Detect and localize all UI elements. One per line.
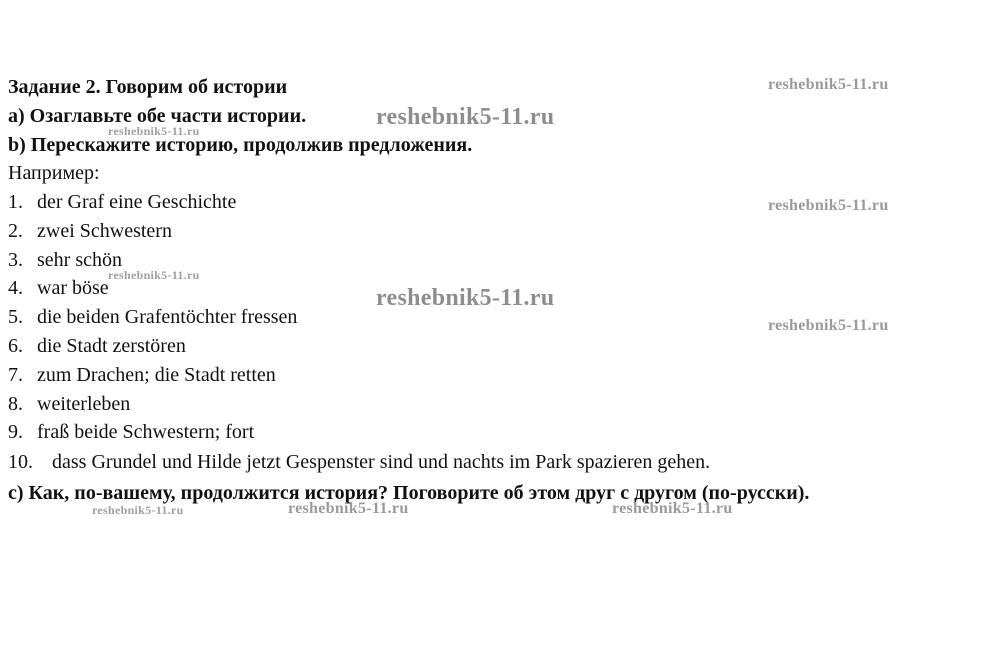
list-item: [8, 363, 276, 387]
watermark: reshebnik5-11.ru: [108, 268, 200, 282]
list-item: [8, 420, 254, 444]
item-number: 7.: [8, 364, 23, 386]
item-text: sehr schön: [37, 249, 122, 271]
item-number: 9.: [8, 421, 23, 443]
list-item: [8, 450, 710, 474]
watermark: reshebnik5-11.ru: [108, 124, 200, 138]
item-text: die Stadt zerstören: [37, 335, 186, 357]
list-item: [8, 334, 186, 358]
item-text: die beiden Grafentöchter fressen: [37, 306, 298, 328]
watermark: reshebnik5-11.ru: [768, 197, 889, 214]
watermark: reshebnik5-11.ru: [92, 503, 184, 517]
list-item: [8, 248, 122, 272]
list-item: [8, 219, 172, 243]
task-b: b) Перескажите историю, продолжив предложения.: [8, 134, 473, 156]
example-label: Например:: [8, 162, 100, 184]
task-c: с) Как, по-вашему, продолжится история? Поговорите об этом друг с другом (по-русски).: [8, 482, 810, 504]
watermark: reshebnik5-11.ru: [612, 500, 733, 517]
item-number: 8.: [8, 393, 23, 415]
watermark: reshebnik5-11.ru: [376, 285, 555, 311]
watermark: reshebnik5-11.ru: [768, 317, 889, 334]
item-text: weiterleben: [37, 393, 131, 415]
list-item: [8, 190, 236, 214]
item-text: fraß beide Schwestern; fort: [37, 421, 255, 443]
watermark: reshebnik5-11.ru: [288, 500, 409, 517]
list-item: [8, 276, 109, 300]
list-item: [8, 305, 297, 329]
item-number: 4.: [8, 277, 23, 299]
item-text: war böse: [37, 277, 109, 299]
item-number: 3.: [8, 249, 23, 271]
item-number: 1.: [8, 191, 23, 213]
watermark: reshebnik5-11.ru: [376, 104, 555, 130]
item-text: der Graf eine Geschichte: [37, 191, 237, 213]
item-text: dass Grundel und Hilde jetzt Gespenster sind und nachts im Park spazieren gehen.: [52, 451, 711, 473]
list-item: [8, 392, 130, 416]
item-text: zwei Schwestern: [37, 220, 172, 242]
item-number: 6.: [8, 335, 23, 357]
exercise-heading: Задание 2. Говорим об истории: [8, 76, 288, 98]
item-number: 2.: [8, 220, 23, 242]
watermark: reshebnik5-11.ru: [768, 76, 889, 93]
item-number: 5.: [8, 306, 23, 328]
item-text: zum Drachen; die Stadt retten: [37, 364, 276, 386]
task-a: а) Озаглавьте обе части истории.: [8, 105, 307, 127]
item-number: 10.: [8, 451, 33, 473]
